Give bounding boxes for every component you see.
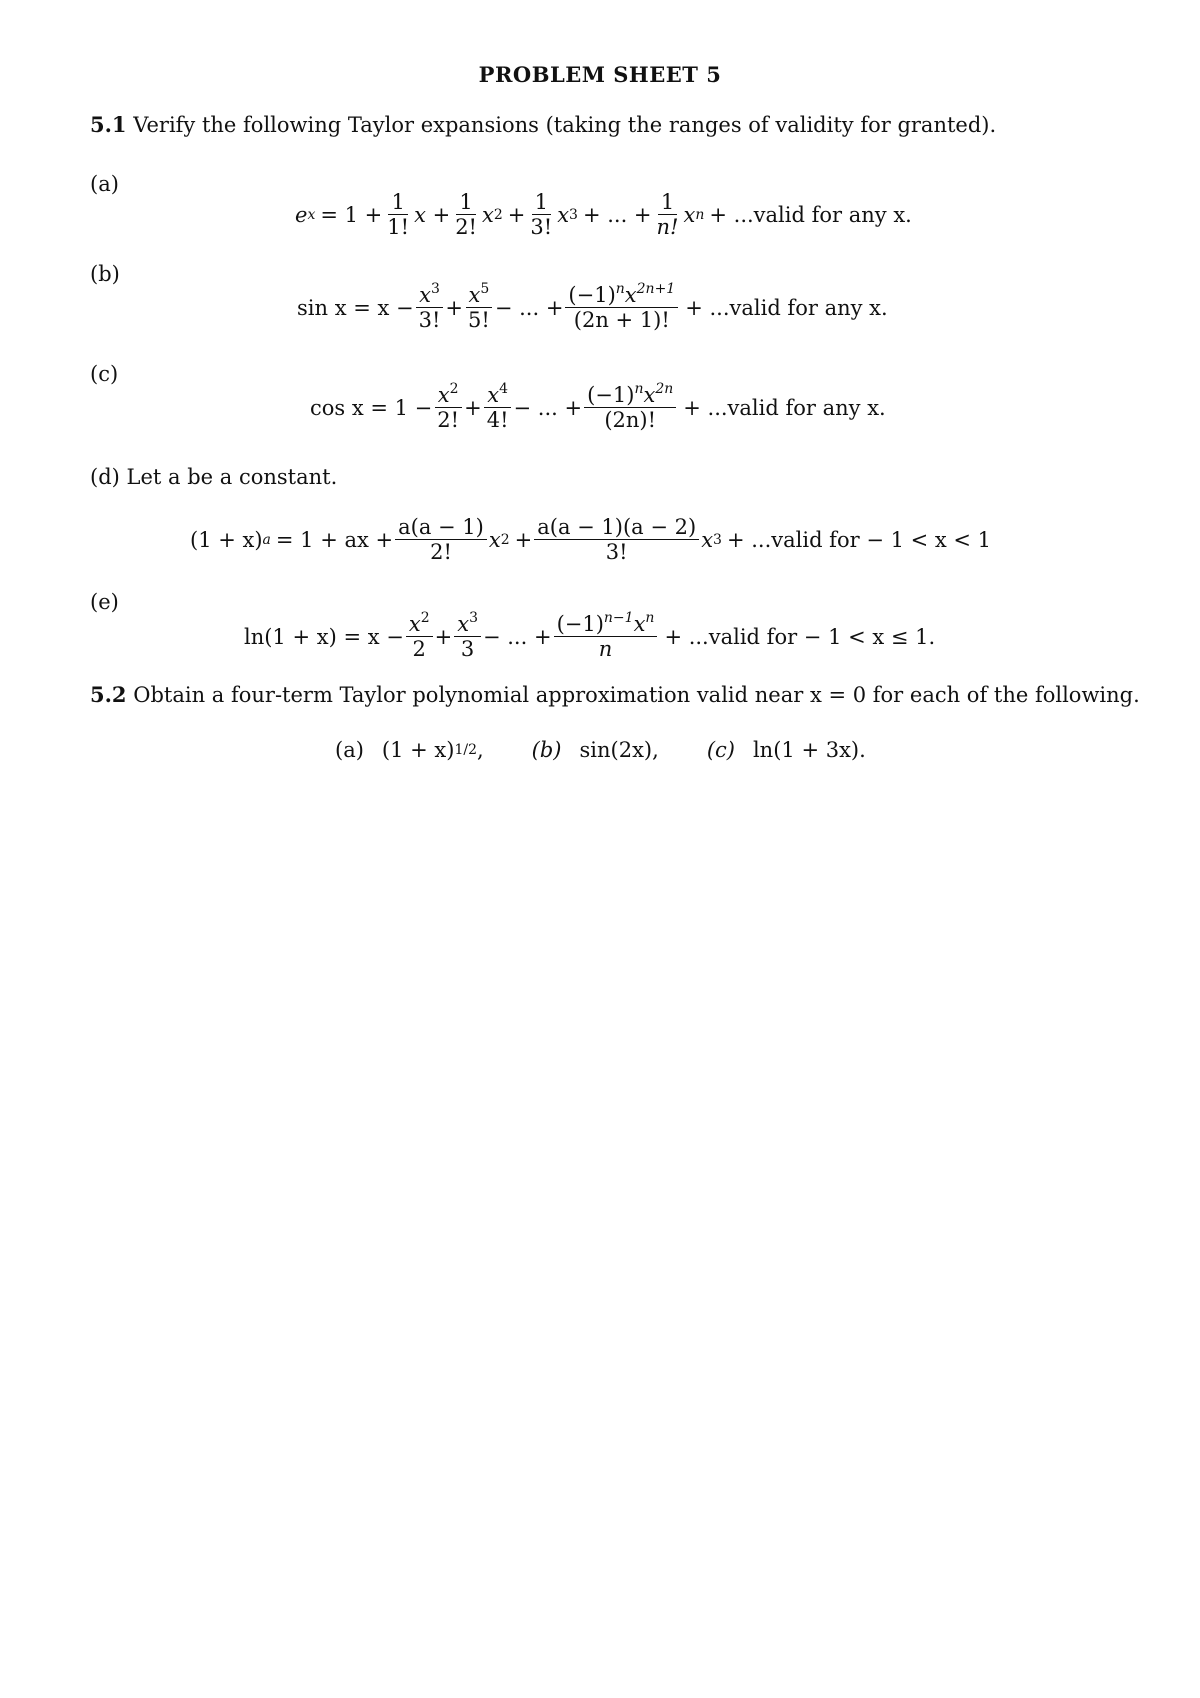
fraction: [406, 609, 433, 662]
fraction-numerator: [406, 609, 433, 637]
eq-a-term: + ... +: [582, 202, 652, 227]
eq-a-term: = 1 +: [320, 202, 383, 227]
num-exp: n−1: [603, 609, 634, 626]
fraction: [565, 280, 678, 333]
num-exp: n: [645, 609, 655, 626]
fraction-denominator: (2n)!: [604, 408, 657, 433]
problem-5-2-parts: (a) (1 + x) 1/2 , (b) sin(2x), (c) ln(1 + 3x).: [335, 738, 866, 762]
eq-b-term: +: [445, 295, 464, 320]
num-exp: 5: [480, 280, 490, 297]
part-c-label: (c): [90, 362, 119, 386]
part-b-label: (b): [531, 738, 562, 762]
fraction-numerator: a(a − 1): [395, 515, 487, 540]
problem-5-1-statement: [90, 112, 996, 137]
eq-e-term: − ... +: [482, 624, 552, 649]
part-c-expression: ln(1 + 3x).: [752, 738, 866, 762]
eq-e-term: +: [434, 624, 453, 649]
equation-c: [310, 380, 886, 433]
eq-c-validity: + ...valid for any x.: [683, 395, 886, 420]
fraction-denominator: 3: [460, 637, 475, 662]
fraction-denominator: 2: [412, 637, 426, 662]
fraction-numerator: 1: [456, 190, 475, 215]
eq-c-term: − ... +: [513, 395, 583, 420]
fraction-numerator: [584, 380, 676, 408]
fraction-denominator: 4!: [486, 408, 509, 433]
fraction-numerator: 1: [658, 190, 677, 215]
fraction: [584, 380, 676, 433]
eq-d-term: = 1 + ax +: [275, 527, 394, 552]
fraction-denominator: 2!: [430, 540, 452, 565]
part-e-label: (e): [90, 590, 119, 614]
num-var: x: [643, 383, 656, 407]
part-b-expression: sin(2x),: [579, 738, 659, 762]
eq-e-lhs: ln(1 + x) = x −: [244, 624, 404, 649]
equation-e: [244, 609, 936, 662]
part-d-intro: Let a be a constant.: [126, 465, 338, 489]
fraction-numerator: [435, 380, 462, 408]
num-exp: 2: [449, 380, 459, 397]
problem-5-2-statement: [90, 682, 1140, 707]
fraction: [654, 190, 682, 239]
fraction-denominator: 3!: [530, 215, 553, 240]
fraction: [416, 280, 444, 333]
fraction-denominator: 2!: [437, 408, 460, 433]
eq-d-var: x: [701, 527, 714, 552]
eq-d-term: +: [514, 527, 533, 552]
problem-number: 5.2: [90, 682, 127, 707]
fraction-numerator: 1: [388, 190, 407, 215]
problem-number: 5.1: [90, 112, 127, 137]
part-d-label: (d): [90, 465, 120, 489]
part-a-label: (a): [335, 738, 364, 762]
page-title: PROBLEM SHEET 5: [478, 62, 722, 87]
fraction: [452, 190, 480, 239]
num-var: x: [468, 283, 481, 307]
part-a-label: (a): [90, 172, 119, 196]
part-d-statement: [90, 465, 337, 489]
num-sign: (−1): [568, 283, 616, 307]
num-var: x: [457, 612, 470, 636]
fraction-denominator: 1!: [387, 215, 410, 240]
fraction-denominator: 2!: [455, 215, 477, 240]
fraction: [434, 380, 462, 433]
num-exp: n: [615, 280, 625, 297]
fraction-denominator: 5!: [468, 308, 490, 333]
num-var: x: [633, 612, 646, 636]
num-exp: 3: [469, 609, 478, 626]
eq-d-lhs: (1 + x): [190, 527, 263, 552]
fraction: [384, 190, 412, 239]
num-exp: n: [634, 380, 644, 397]
num-var: x: [487, 383, 500, 407]
fraction: [465, 280, 493, 333]
eq-a-term: +: [507, 202, 526, 227]
num-var: x: [419, 283, 431, 307]
fraction: [484, 380, 512, 433]
eq-a-validity: + ...valid for any x.: [709, 202, 912, 227]
problem-text: Verify the following Taylor expansions (taking the ranges of validity for granted).: [133, 113, 997, 137]
fraction-numerator: [416, 280, 443, 308]
num-var: x: [437, 383, 450, 407]
part-a-sep: ,: [476, 738, 484, 762]
part-c-label: (c): [706, 738, 735, 762]
part-b-label: (b): [90, 262, 120, 286]
fraction-denominator: 3!: [418, 308, 441, 333]
fraction: [554, 609, 658, 662]
fraction-numerator: [466, 280, 493, 308]
fraction-denominator: (2n + 1)!: [573, 308, 670, 333]
num-sign: (−1): [556, 612, 604, 636]
fraction-numerator: [484, 380, 511, 408]
eq-c-lhs: cos x = 1 −: [310, 395, 433, 420]
eq-d-var: x: [488, 527, 501, 552]
eq-c-term: +: [464, 395, 482, 420]
fraction: [527, 190, 555, 239]
fraction-numerator: [554, 609, 658, 637]
eq-a-term: x +: [414, 202, 451, 227]
fraction: [395, 515, 487, 564]
problem-text: Obtain a four-term Taylor polynomial approximation valid near x = 0 for each of the following.: [133, 683, 1140, 707]
part-a-expression: (1 + x): [381, 738, 455, 762]
eq-b-lhs: sin x = x −: [297, 295, 414, 320]
eq-b-term: − ... +: [494, 295, 564, 320]
fraction-denominator: n: [598, 637, 613, 662]
num-var: x: [408, 612, 421, 636]
num-exp: 2: [420, 609, 430, 626]
num-exp: 2n: [655, 380, 674, 397]
eq-a-lhs: e: [295, 202, 308, 227]
num-exp: 2n+1: [636, 280, 676, 297]
equation-a: e x = 1 + $\frac{1}{1!}$ x + $\frac{1}{2!}$ x 2 + $\frac{1}{3!}$ x 3 + ... + $\frac{1}{n!}$ x n + ...valid for any x.: [295, 190, 912, 240]
eq-d-validity: + ...valid for − 1 < x < 1: [726, 527, 992, 552]
fraction-numerator: [454, 609, 481, 637]
num-sign: (−1): [587, 383, 635, 407]
fraction-denominator: n!: [656, 215, 679, 240]
eq-a-var: x: [482, 202, 494, 227]
equation-b: [297, 280, 888, 333]
fraction-numerator: [565, 280, 678, 308]
eq-a-var: x: [557, 202, 570, 227]
num-exp: 3: [430, 280, 440, 297]
fraction-numerator: 1: [532, 190, 551, 215]
num-var: x: [624, 283, 637, 307]
num-exp: 4: [499, 380, 508, 397]
eq-a-var: x: [683, 202, 696, 227]
fraction: [454, 609, 481, 662]
fraction-numerator: a(a − 1)(a − 2): [534, 515, 699, 540]
equation-d: (1 + x) a = 1 + ax + $\frac{a(a - 1)}{2!}$ x 2 + $\frac{a(a - 1)(a - 2)}{3!}$ x 3 + ...valid for − 1 < x < 1: [190, 515, 992, 565]
fraction: [534, 515, 699, 564]
eq-b-validity: + ...valid for any x.: [685, 295, 888, 320]
eq-e-validity: + ...valid for − 1 < x ≤ 1.: [664, 624, 936, 649]
fraction-denominator: 3!: [605, 540, 628, 565]
